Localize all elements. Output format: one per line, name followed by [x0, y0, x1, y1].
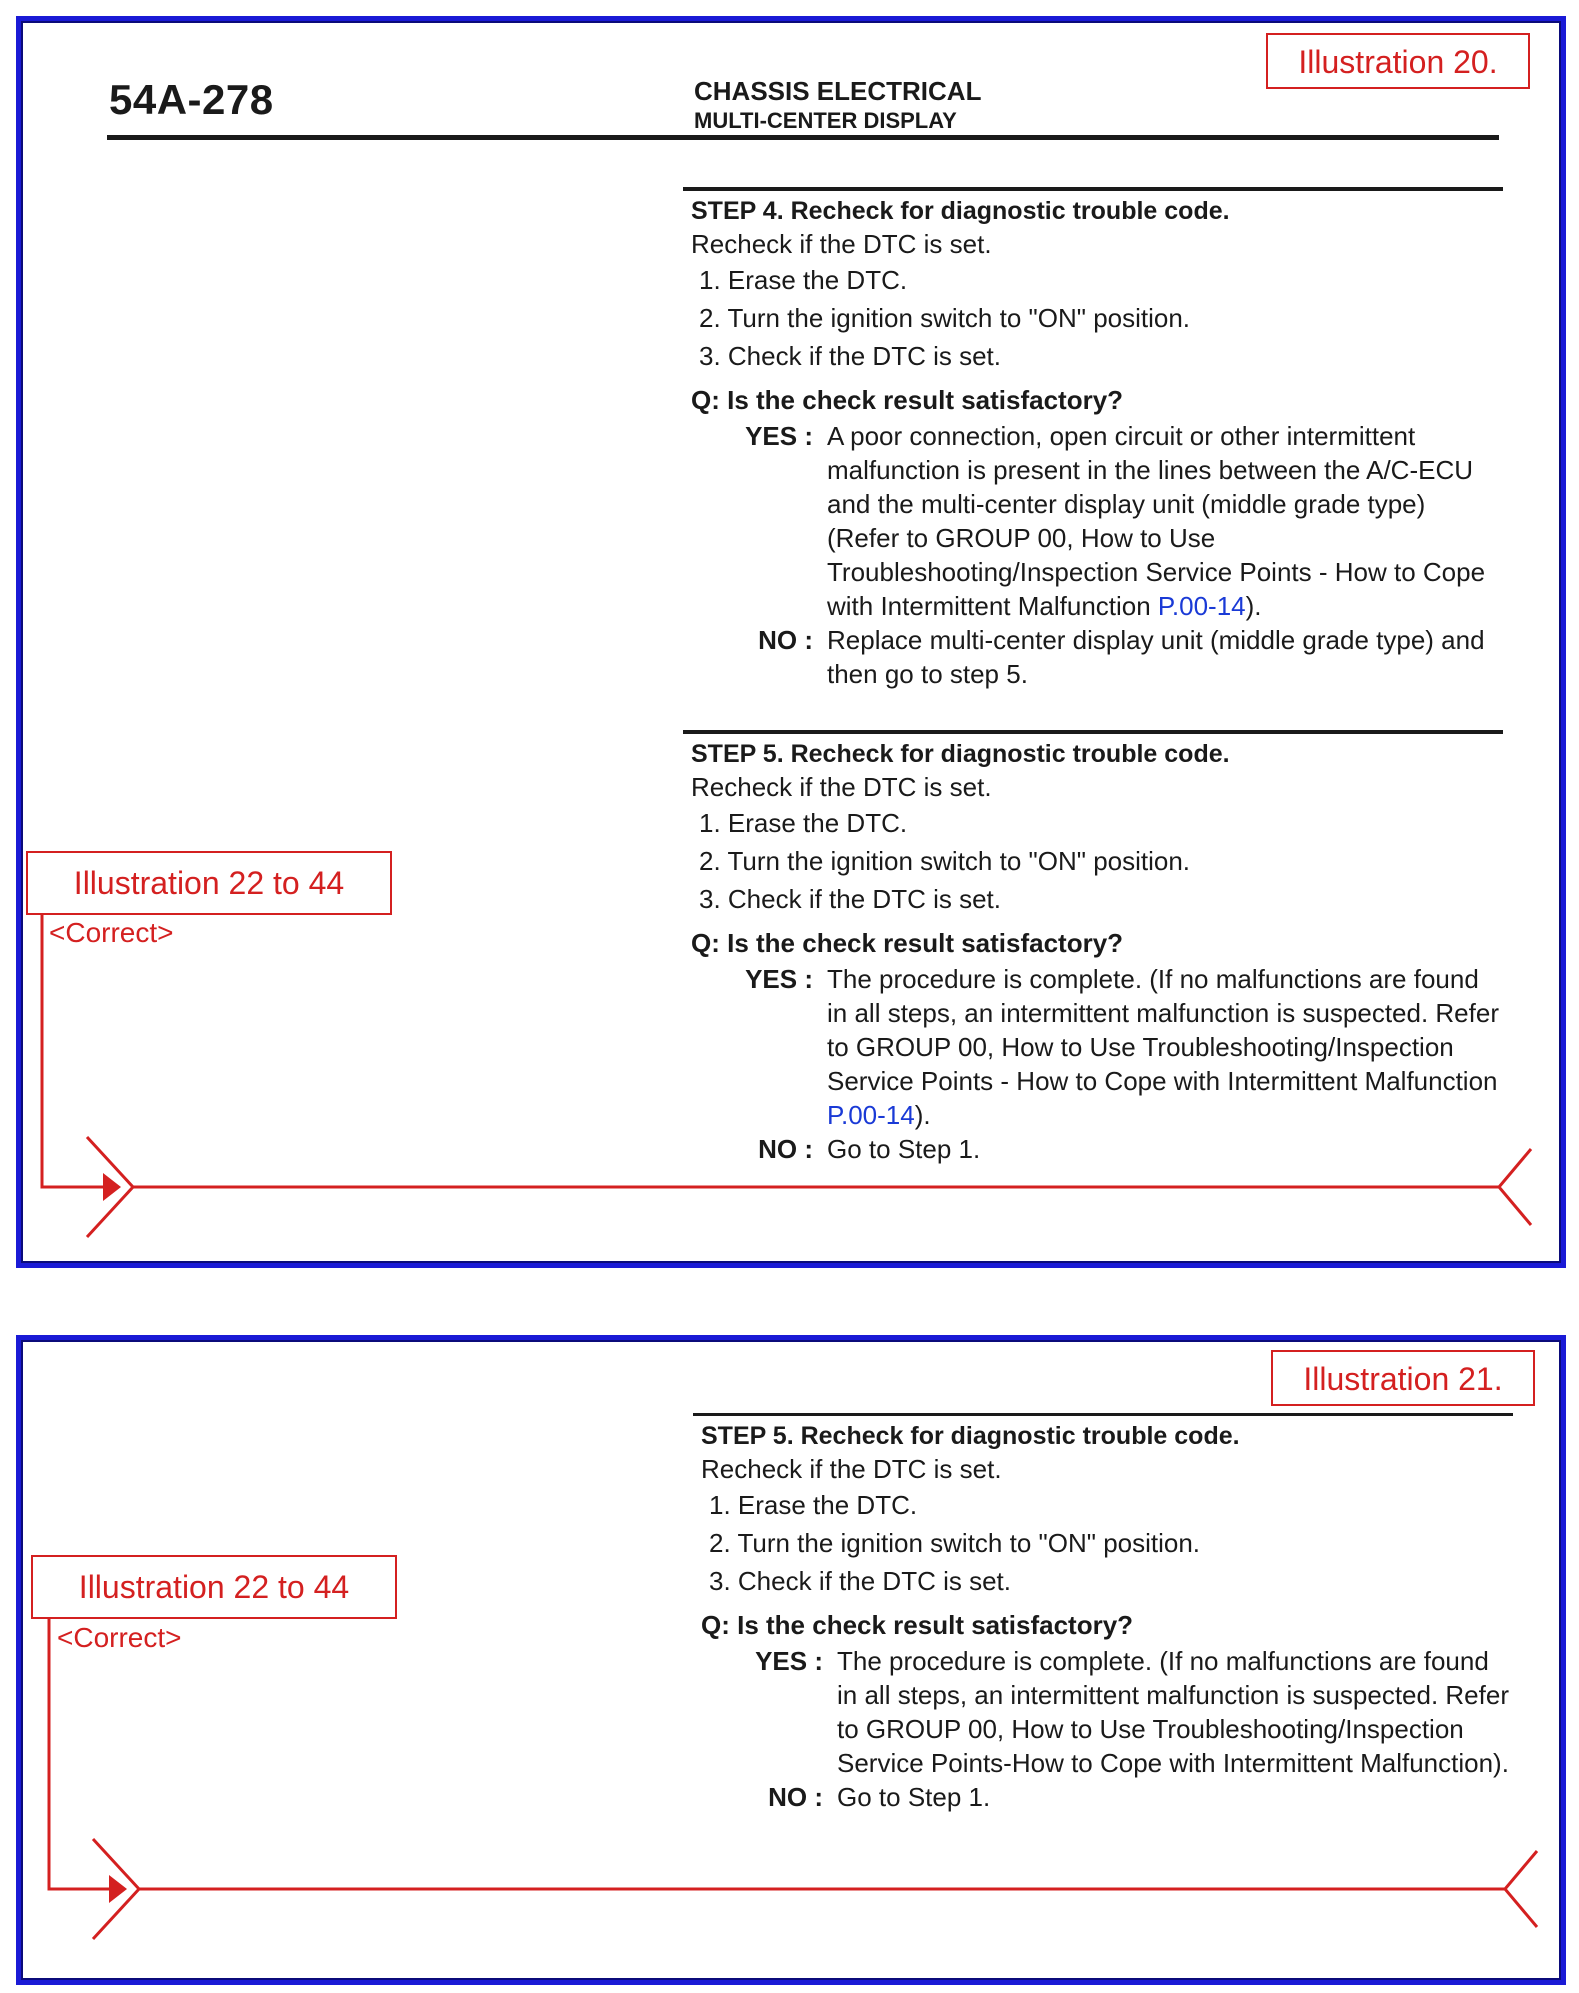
page-reference-link[interactable]: P.00-14	[1157, 591, 1246, 621]
list-item: 3. Check if the DTC is set.	[699, 341, 1001, 371]
no-label: NO :	[758, 625, 813, 655]
flow-arrow-icon	[21, 1340, 1561, 1980]
step-title: STEP 5. Recheck for diagnostic trouble code.	[701, 1422, 1240, 1450]
step-intro: Recheck if the DTC is set.	[701, 1454, 1002, 1484]
no-label: NO :	[758, 1134, 813, 1164]
question: Q: Is the check result satisfactory?	[691, 928, 1124, 958]
step-title: STEP 4. Recheck for diagnostic trouble code.	[691, 197, 1230, 225]
correct-note: <Correct>	[57, 1622, 182, 1653]
yes-label: YES :	[745, 421, 813, 451]
list-item: 2. Turn the ignition switch to "ON" position.	[699, 846, 1191, 876]
step-intro: Recheck if the DTC is set.	[691, 229, 992, 259]
page-number: 54A-278	[109, 76, 274, 123]
step-title: STEP 5. Recheck for diagnostic trouble code.	[691, 740, 1230, 768]
illustration-21-panel	[16, 1335, 1566, 1985]
yes-label: YES :	[745, 964, 813, 994]
no-text: Replace multi-center display unit (middle grade type) and then go to step 5.	[827, 625, 1485, 689]
list-item: 1. Erase the DTC.	[699, 808, 908, 838]
question: Q: Is the check result satisfactory?	[691, 385, 1124, 415]
section-title: CHASSIS ELECTRICAL	[694, 76, 982, 106]
correct-note: <Correct>	[49, 917, 174, 948]
section-subtitle: MULTI-CENTER DISPLAY	[694, 108, 957, 133]
illustration-label: Illustration 20.	[1266, 33, 1530, 89]
no-text: Go to Step 1.	[827, 1134, 981, 1164]
yes-text: The procedure is complete. (If no malfunctions are found in all steps, an intermittent malfunction is suspected. Refer to GROUP 00, How to Use Troubleshooting/Inspection Service Points-How to Cope with Intermittent Malfunction).	[837, 1646, 1509, 1778]
no-text: Go to Step 1.	[837, 1782, 991, 1812]
yes-label: YES :	[755, 1646, 823, 1676]
yes-text: The procedure is complete. (If no malfunctions are found in all steps, an intermittent malfunction is suspected. Refer to GROUP 00, How to Use Troubleshooting/Inspection Service Points - How to Cope with Intermittent Malfunction	[827, 964, 1499, 1096]
no-label: NO :	[768, 1782, 823, 1812]
yes-tail: ).	[1245, 591, 1262, 621]
list-item: 2. Turn the ignition switch to "ON" position.	[709, 1528, 1201, 1558]
question: Q: Is the check result satisfactory?	[701, 1610, 1134, 1640]
list-item: 3. Check if the DTC is set.	[709, 1566, 1011, 1596]
list-item: 1. Erase the DTC.	[699, 265, 908, 295]
yes-tail: ).	[914, 1100, 931, 1130]
list-item: 2. Turn the ignition switch to "ON" position.	[699, 303, 1191, 333]
side-illustration-label: Illustration 22 to 44	[31, 1555, 397, 1619]
yes-text: A poor connection, open circuit or other intermittent malfunction is present in the lines between the A/C-ECU and the multi-center display unit (middle grade type) (Refer to GROUP 00, How to Use Troubleshooting/Inspection Service Points - How to Cope with Intermittent Malfunction	[827, 421, 1486, 621]
illustration-20-panel	[16, 16, 1566, 1268]
list-item: 1. Erase the DTC.	[709, 1490, 918, 1520]
side-illustration-label: Illustration 22 to 44	[26, 851, 392, 915]
list-item: 3. Check if the DTC is set.	[699, 884, 1001, 914]
page-reference-link[interactable]: P.00-14	[827, 1100, 915, 1130]
illustration-label: Illustration 21.	[1271, 1350, 1535, 1406]
flow-arrow-icon	[21, 21, 1561, 1263]
step-intro: Recheck if the DTC is set.	[691, 772, 992, 802]
